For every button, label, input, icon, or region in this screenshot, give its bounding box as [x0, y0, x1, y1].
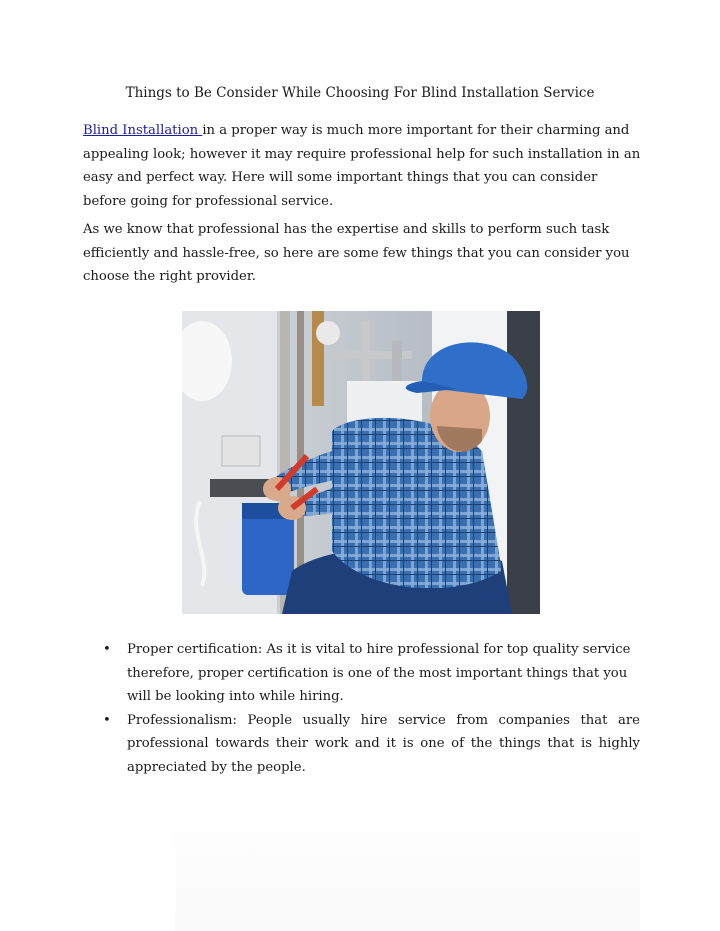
worker-photo [182, 311, 540, 614]
list-item-text: Proper certification: As it is vital to hire professional for top quality service therefore, proper certification is one of the most important things that you will be looking into while hiring. [127, 642, 631, 704]
intro-text: in a proper way is much more important for their charming and appealing look; however it may require professional help for such installation in an easy and perfect way. Here will some important things that you can consider before going for professional service. [83, 123, 641, 209]
worker-photo-icon [182, 311, 540, 614]
list-item-text: Professionalism: People usually hire service from companies that are professional towards their work and it is one of the things that is highly appreciated by the people. [127, 712, 640, 775]
list-item [100, 638, 640, 709]
second-paragraph: As we know that professional has the expertise and skills to perform such task efficiently and hassle-free, so here are some few things that you can consider you choose the right provider. [83, 222, 630, 284]
bullet-list [100, 638, 640, 779]
page-background-panel [175, 780, 640, 931]
bullet-icon: • [103, 712, 111, 728]
intro-paragraph [83, 119, 643, 213]
blind-installation-link[interactable]: Blind Installation [83, 123, 203, 138]
page-title: Things to Be Consider While Choosing For Blind Installation Service [125, 85, 595, 101]
bullet-icon: • [103, 642, 111, 657]
list-item [100, 709, 640, 780]
